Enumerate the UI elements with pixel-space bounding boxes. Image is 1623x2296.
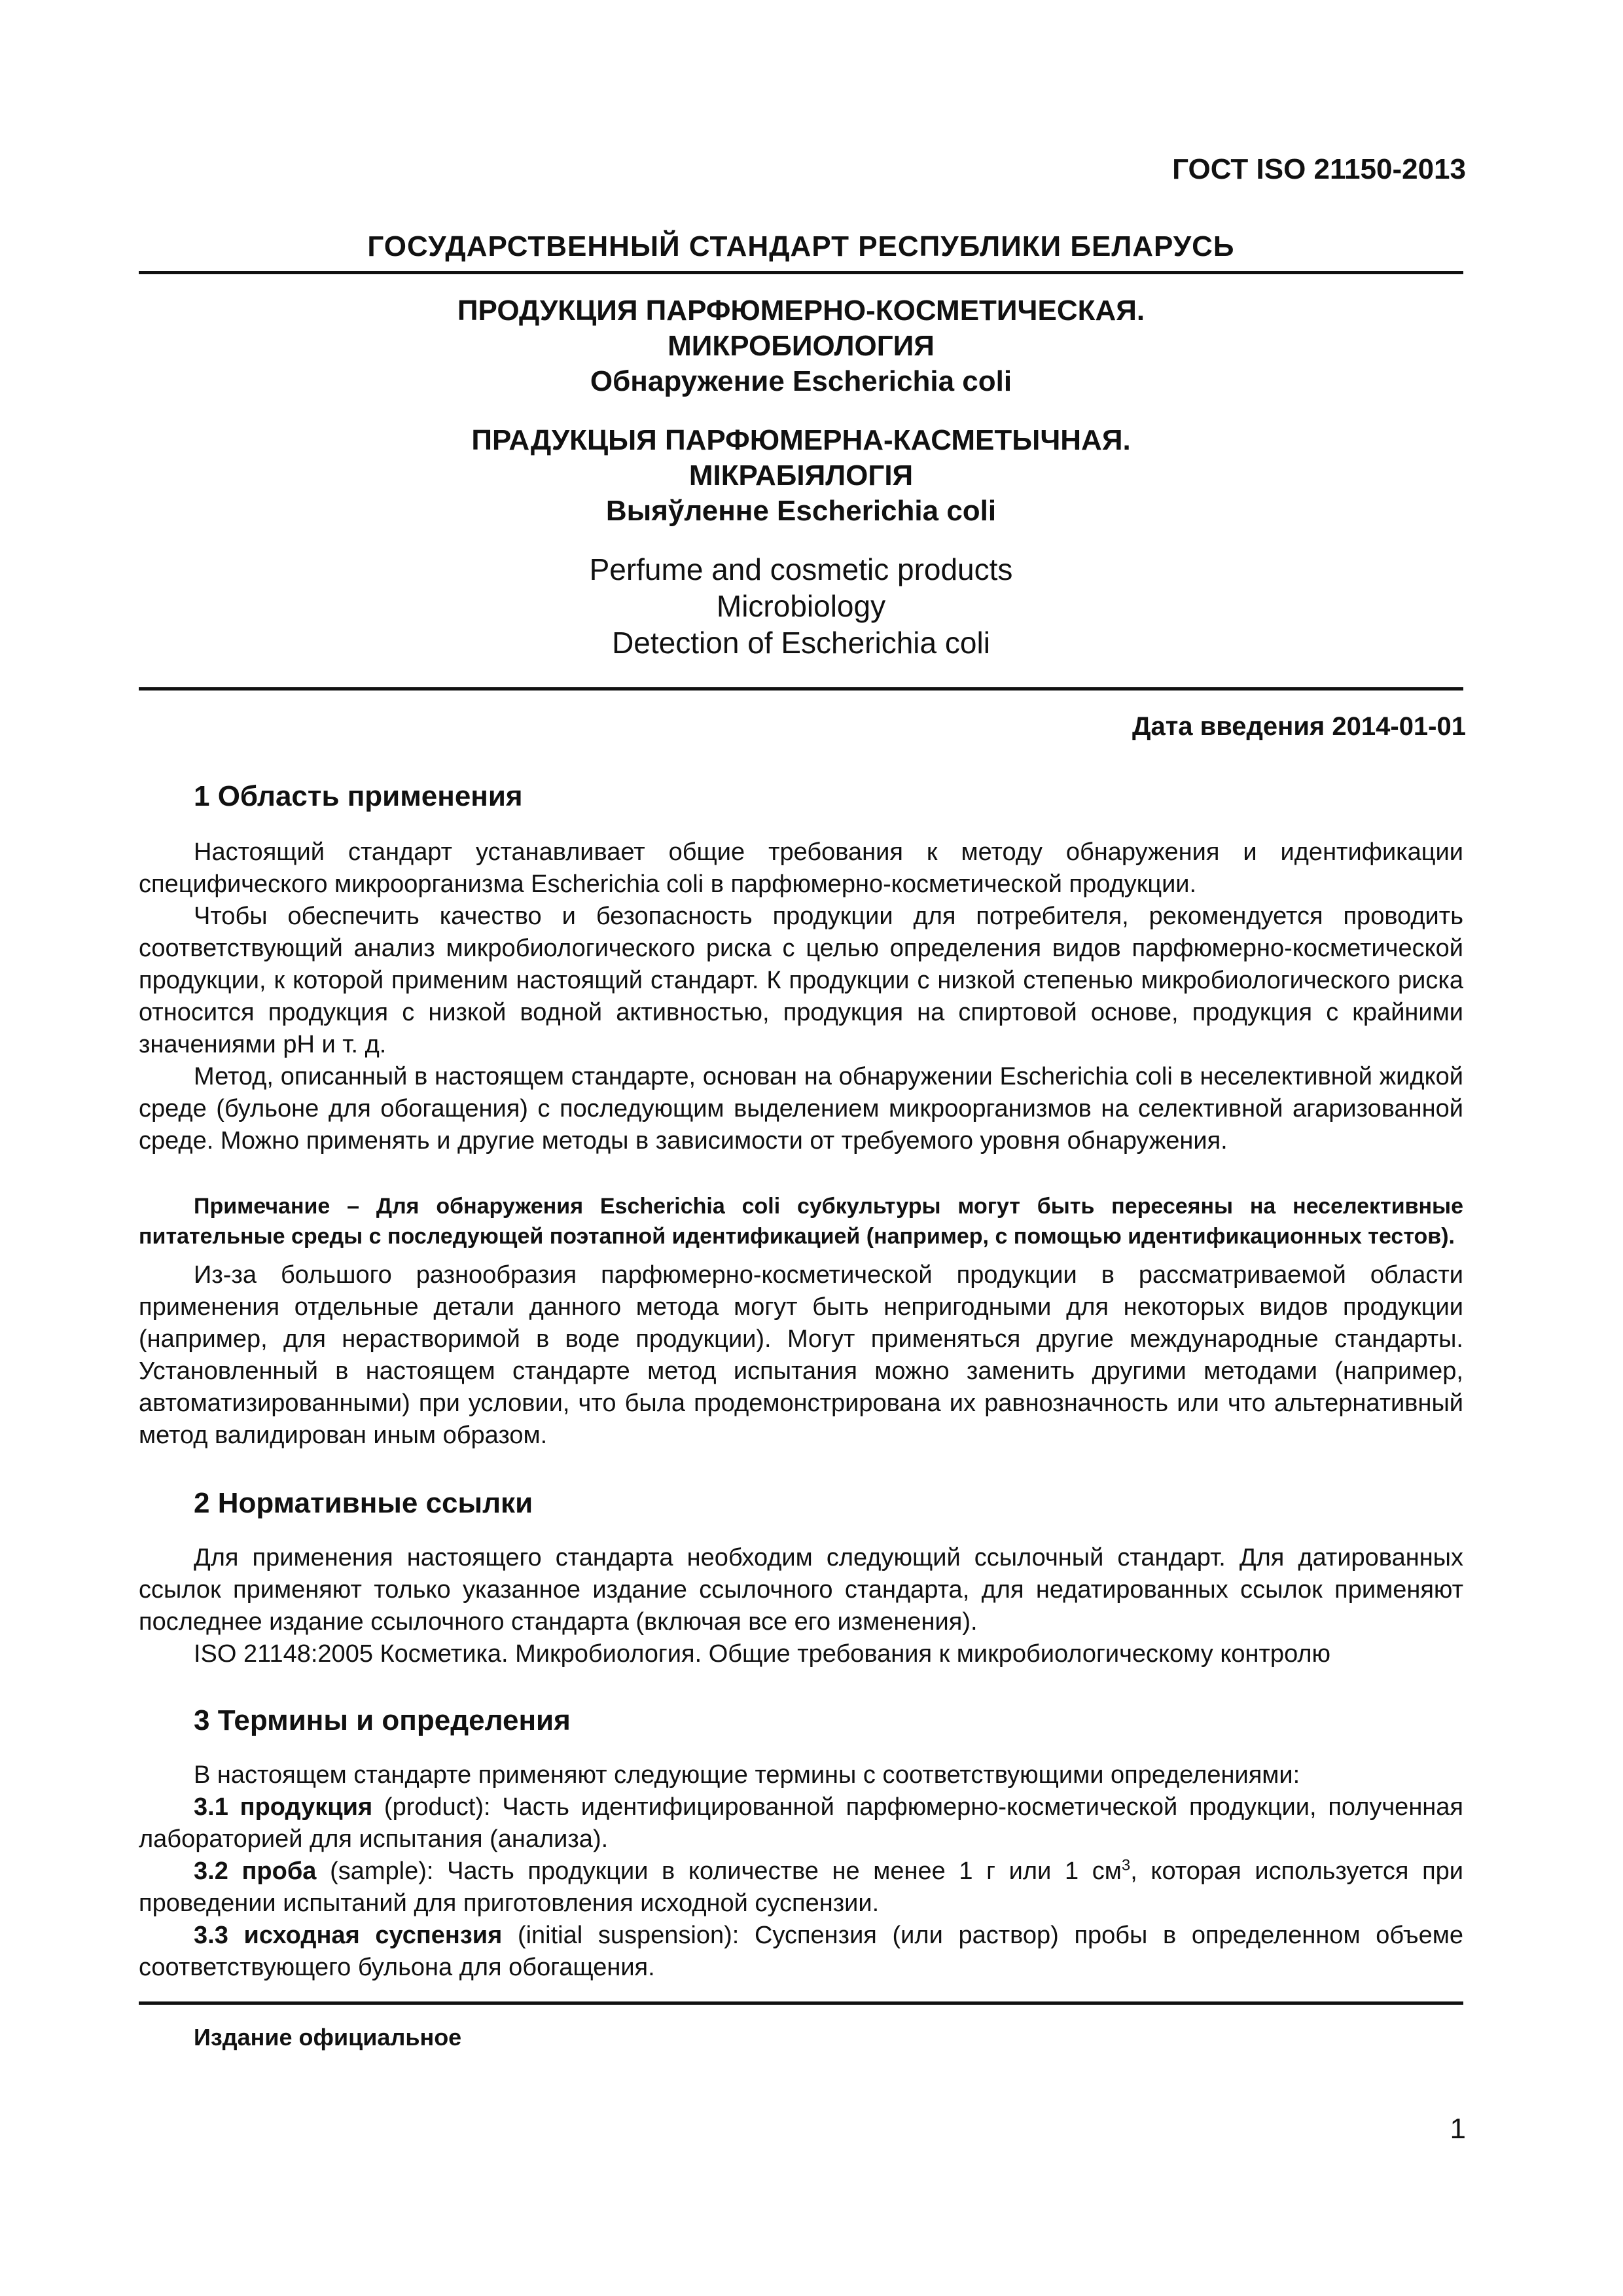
page-number: 1 [1450, 2113, 1466, 2145]
title-ru-line2: МИКРОБИОЛОГИЯ [668, 330, 935, 362]
title-belarusian [139, 423, 1463, 529]
footer-rule [139, 2001, 1463, 2005]
section1-body [139, 836, 1463, 1157]
title-by-line2: МІКРАБІЯЛОГІЯ [688, 459, 914, 492]
title-by-line3: Выяўленне Escherichia coli [605, 495, 997, 527]
section3-intro: В настоящем стандарте применяют следующие термины с соответствующими определениями: [194, 1761, 1300, 1789]
section1-heading: 1 Область применения [194, 780, 523, 812]
term-3-2-superscript: 3 [1121, 1856, 1131, 1874]
section1-note [139, 1191, 1463, 1251]
section2-paragraph-1: Для применения настоящего стандарта необходим следующий ссылочный стандарт. Для датированных ссылок применяют только указанное издание ссылочного стандарта, для недатированных ссылок применяют последнее издание ссылочного стандарта (включая все его изменения). [139, 1544, 1463, 1636]
state-standard-title: ГОСУДАРСТВЕННЫЙ СТАНДАРТ РЕСПУБЛИКИ БЕЛАРУСЬ [367, 230, 1235, 262]
term-3-1-definition: (product): Часть идентифицированной парфюмерно-косметической продукции, полученная лабораторией для испытания (анализа). [139, 1793, 1464, 1853]
title-ru-line1: ПРОДУКЦИЯ ПАРФЮМЕРНО-КОСМЕТИЧЕСКАЯ. [457, 295, 1145, 327]
term-3-1-name: 3.1 продукция [194, 1793, 373, 1821]
term-3-3 [139, 1920, 1463, 1984]
title-en-line2: Microbiology [716, 589, 886, 623]
section1-paragraph-4: Из-за большого разнообразия парфюмерно-косметической продукции в рассматриваемой области применения отдельные детали данного метода могут быть непригодными для некоторых видов продукции (например, для нерастворимой в воде продукции). Могут применяться другие международные стандарты. Установленный в настоящем стандарте метод испытания можно заменить другими методами (например, автоматизированными) при условии, что была продемонстрирована их равнозначность или что альтернативный метод валидирован иным образом. [139, 1261, 1463, 1449]
title-en-line3: Detection of Escherichia coli [612, 626, 990, 660]
term-3-1 [139, 1791, 1463, 1856]
term-3-2-definition-end: , которая используется при проведении испытаний для приготовления исходной суспензии. [139, 1857, 1464, 1917]
section2-body [139, 1542, 1463, 1670]
term-3-3-name: 3.3 исходная суспензия [194, 1922, 503, 1949]
section1-paragraph-1: Настоящий стандарт устанавливает общие требования к методу обнаружения и идентификации специфического микроорганизма Escherichia coli в парфюмерно-косметической продукции. [139, 838, 1463, 898]
section2-reference: ISO 21148:2005 Косметика. Микробиология. Общие требования к микробиологическому контролю [194, 1640, 1331, 1668]
section3-body [139, 1759, 1463, 1984]
note-text: Примечание – Для обнаружения Escherichia coli субкультуры могут быть пересеяны на неселективные питательные среды с последующей поэтапной идентификацией (например, с помощью идентификационных тестов). [139, 1194, 1463, 1249]
title-russian [139, 293, 1463, 399]
section3-heading: 3 Термины и определения [194, 1704, 571, 1736]
section2-heading: 2 Нормативные ссылки [194, 1487, 533, 1519]
term-3-3-definition: (initial suspension): Суспензия (или раствор) пробы в определенном объеме соответствующего бульона для обогащения. [139, 1922, 1463, 1981]
title-top-rule [139, 271, 1463, 274]
document-code: ГОСТ ISO 21150-2013 [1172, 153, 1466, 185]
title-bottom-rule [139, 687, 1463, 691]
term-3-2 [139, 1856, 1463, 1920]
official-edition-label: Издание официальное [194, 2024, 462, 2051]
section1-paragraph-2: Чтобы обеспечить качество и безопасность продукции для потребителя, рекомендуется проводить соответствующий анализ микробиологического риска с целью определения видов парфюмерно-косметической продукции, к которой применим настоящий стандарт. К продукции с низкой степенью микробиологического риска относится продукция с низкой водной активностью, продукция на спиртовой основе, продукция с крайними значениями pH и т. д. [139, 903, 1463, 1058]
term-3-2-name: 3.2 проба [194, 1857, 317, 1885]
section1-paragraph-3: Метод, описанный в настоящем стандарте, основан на обнаружении Escherichia coli в неселективной жидкой среде (бульоне для обогащения) с последующим выделением микроорганизмов на селективной агаризованной среде. Можно применять и другие методы в зависимости от требуемого уровня обнаружения. [139, 1063, 1463, 1155]
introduction-date: Дата введения 2014-01-01 [1132, 712, 1466, 741]
title-en-line1: Perfume and cosmetic products [589, 552, 1013, 586]
title-ru-line3: Обнаружение Escherichia coli [590, 365, 1012, 397]
title-english [139, 551, 1463, 661]
term-3-2-definition: (sample): Часть продукции в количестве не менее 1 г или 1 см [316, 1857, 1122, 1885]
title-by-line1: ПРАДУКЦЫЯ ПАРФЮМЕРНА-КАСМЕТЫЧНАЯ. [471, 424, 1131, 456]
section1-body-continued [139, 1259, 1463, 1452]
